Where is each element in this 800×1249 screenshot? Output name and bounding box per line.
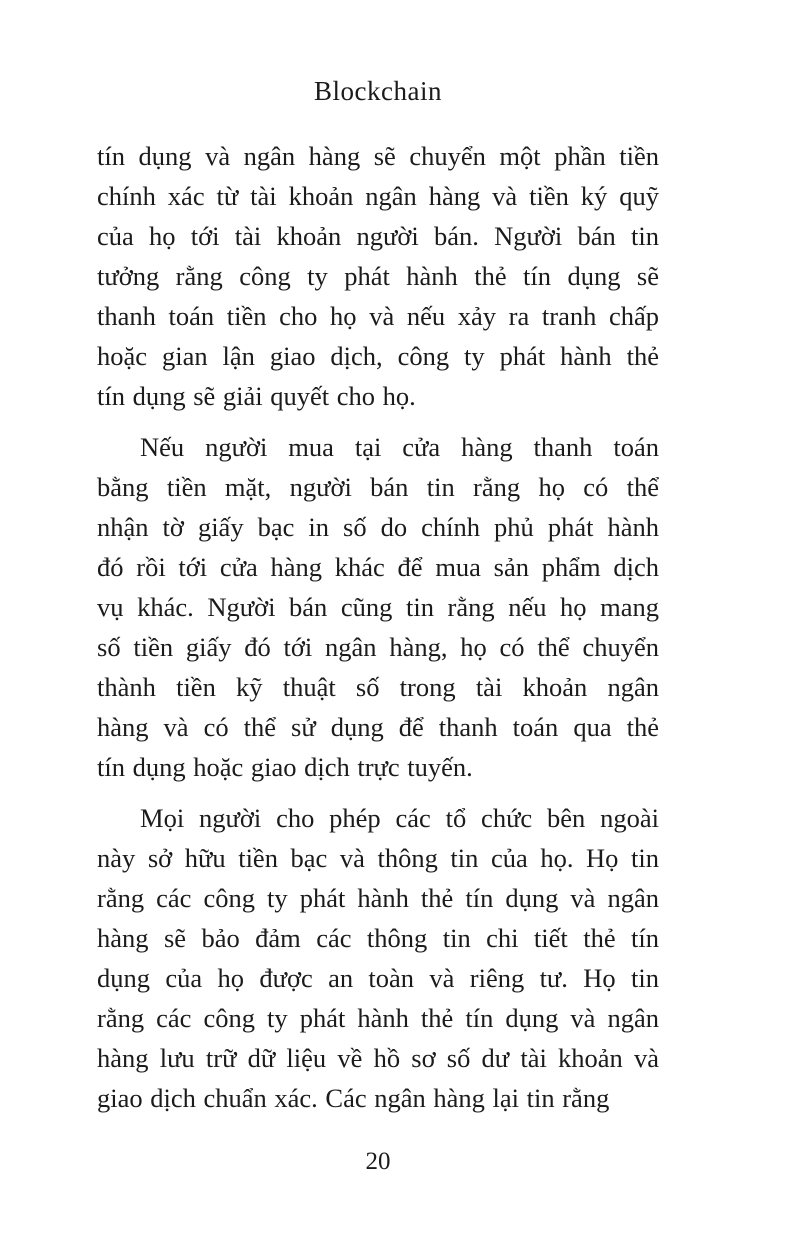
text-line: Nếu người mua tại cửa hàng thanh toán <box>140 432 659 462</box>
body-text <box>97 136 659 1129</box>
text-line: thanh toán tiền cho họ và nếu xảy ra tranh chấp <box>97 301 659 331</box>
text-line: giao dịch chuẩn xác. Các ngân hàng lại tin rằng <box>97 1083 610 1113</box>
text-line: dụng của họ được an toàn và riêng tư. Họ tin <box>97 963 659 993</box>
text-line: số tiền giấy đó tới ngân hàng, họ có thể chuyển <box>97 632 659 662</box>
text-line: của họ tới tài khoản người bán. Người bán tin <box>97 221 659 251</box>
text-line: chính xác từ tài khoản ngân hàng và tiền ký quỹ <box>97 181 659 211</box>
text-line: hàng sẽ bảo đảm các thông tin chi tiết thẻ tín <box>97 923 659 953</box>
text-line: nhận tờ giấy bạc in số do chính phủ phát hành <box>97 512 659 542</box>
running-title: Blockchain <box>314 76 442 106</box>
text-line: này sở hữu tiền bạc và thông tin của họ. Họ tin <box>97 843 659 873</box>
paragraph <box>97 136 659 416</box>
text-line: hàng lưu trữ dữ liệu về hồ sơ số dư tài khoản và <box>97 1043 659 1073</box>
text-line: rằng các công ty phát hành thẻ tín dụng và ngân <box>97 883 659 913</box>
page-number: 20 <box>365 1148 391 1175</box>
text-line: hoặc gian lận giao dịch, công ty phát hành thẻ <box>97 341 659 371</box>
text-line: thành tiền kỹ thuật số trong tài khoản ngân <box>97 672 659 702</box>
text-line: vụ khác. Người bán cũng tin rằng nếu họ mang <box>97 592 659 622</box>
paragraph <box>97 427 659 787</box>
paragraph <box>97 798 659 1118</box>
text-line: tưởng rằng công ty phát hành thẻ tín dụng sẽ <box>97 261 659 291</box>
text-line: tín dụng sẽ giải quyết cho họ. <box>97 381 416 411</box>
text-line: rằng các công ty phát hành thẻ tín dụng và ngân <box>97 1003 659 1033</box>
text-line: tín dụng hoặc giao dịch trực tuyến. <box>97 752 473 782</box>
text-line: bằng tiền mặt, người bán tin rằng họ có thể <box>97 472 659 502</box>
text-line: tín dụng và ngân hàng sẽ chuyển một phần tiền <box>97 141 659 171</box>
text-line: hàng và có thể sử dụng để thanh toán qua thẻ <box>97 712 659 742</box>
text-line: đó rồi tới cửa hàng khác để mua sản phẩm dịch <box>97 552 659 582</box>
text-line: Mọi người cho phép các tổ chức bên ngoài <box>140 803 659 833</box>
